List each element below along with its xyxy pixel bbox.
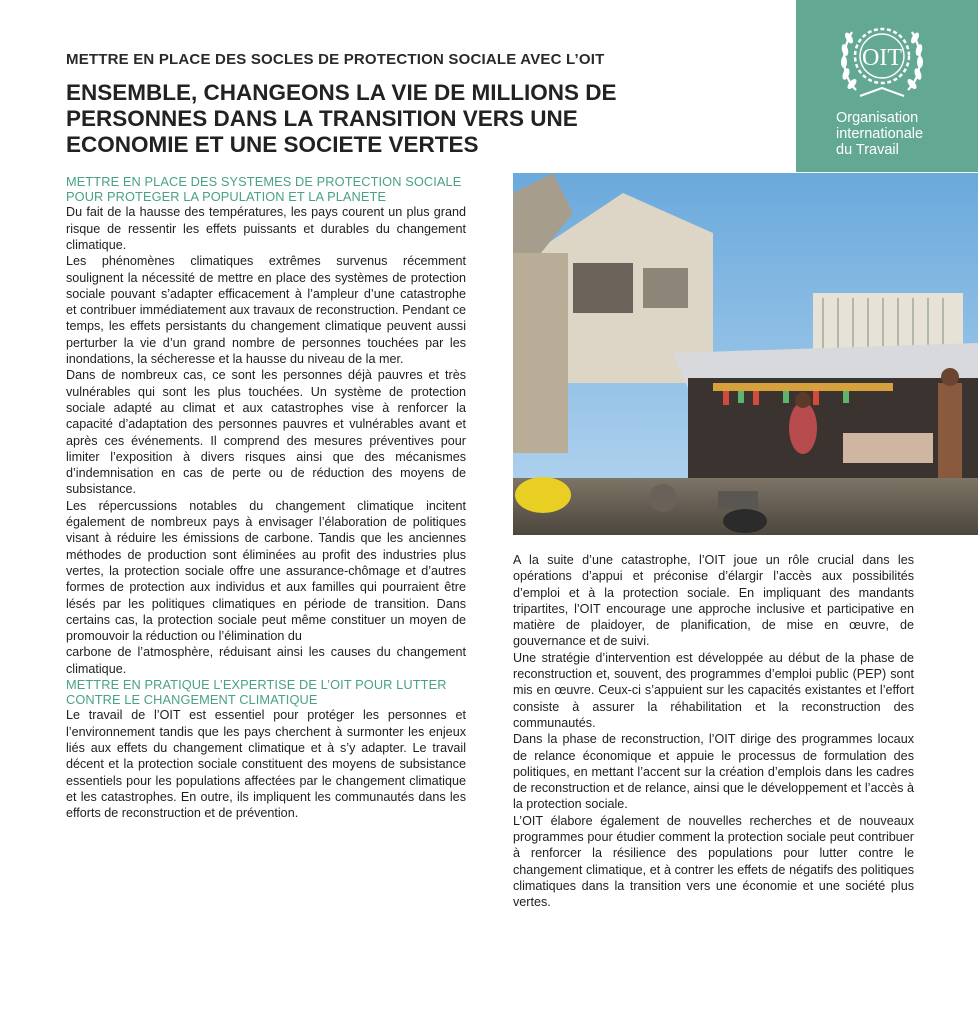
- paragraph: L’OIT élabore également de nouvelles recherches et de nouveaux programmes pour étudier comment la protection sociale peut contribuer à renforcer la résilience des populations pour lutter contre le changement climatique, et à contrer les effets de négatifs des politiques climatiques dans la transition vers une économie et une société plus vertes.: [513, 813, 914, 910]
- section-heading-ilo-expertise: METTRE EN PRATIQUE L’EXPERTISE DE L’OIT POUR LUTTER CONTRE LE CHANGEMENT CLIMATIQUE: [66, 677, 447, 708]
- paragraph: Le travail de l’OIT est essentiel pour protéger les personnes et l’environnement tandis que les pays cherchent à surmonter les enjeux liés aux effets du changement climatique et à s’y adapter. Le travail décent et la protection sociale constituent des moyens de subsistance essentiels pour les populations affectées par le changement climatique et les catastrophes. En outre, ils impliquent les communautés dans les efforts de reconstruction et de prévention.: [66, 708, 466, 821]
- left-column: [66, 174, 466, 822]
- paragraph: Dans la phase de reconstruction, l’OIT dirige des programmes locaux de relance économique et appuie le processus de formulation des politiques, en mettant l’accent sur la création d’emplois dans les cadres de reconstruction et de relance, ainsi que le développement et l’accès à la protection sociale.: [513, 732, 914, 812]
- ilo-laurel-emblem: [836, 14, 928, 100]
- paragraph: Une stratégie d’intervention est développée au début de la phase de reconstruction et, souvent, des programmes d’emploi public (PEP) sont mis en œuvre. Ceux-ci s’appuient sur les capacités existantes et l’effort consiste à assurer la réhabilitation et la reconstruction des communautés.: [513, 650, 914, 730]
- section-heading-protection-systems: METTRE EN PLACE DES SYSTEMES DE PROTECTION SOCIALE POUR PROTEGER LA POPULATION ET LA PLANETE: [66, 174, 462, 205]
- right-column: [513, 552, 914, 911]
- paragraph: carbone de l’atmosphère, réduisant ainsi les causes du changement climatique.: [66, 645, 466, 676]
- logo-org-name: Organisation internationale du Travail: [836, 110, 924, 158]
- paragraph: A la suite d’une catastrophe, l’OIT joue un rôle crucial dans les opérations d’appui et préconise d’élargir l’accès aux possibilités d’emploi et à la protection sociale. En impliquant des mandants tripartites, l’OIT encourage une approche inclusive et participative en matière de plaidoyer, de planification, de mise en œuvre, de gouvernance et de suivi.: [513, 553, 914, 649]
- paragraph: Les répercussions notables du changement climatique incitent également de nombreux pays à envisager l’élaboration de politiques visant à réduire les émissions de carbone. Tandis que les anciennes méthodes de production sont éliminées au profit des industries plus vertes, la protection sociale offre une assurance-chômage et d’autres formes de protection aux individus et aux familles qui pourraient être lésés par les politiques climatiques en période de transition. Dans certains cas, la protection sociale peut même constituer un moyen de promouvoir la réduction ou l’élimination du: [66, 498, 466, 644]
- logo-acronym: OIT: [862, 45, 902, 71]
- document-title: ENSEMBLE, CHANGEONS LA VIE DE MILLIONS DE PERSONNES DANS LA TRANSITION VERS UNE ECONOMIE ET UNE SOCIETE VERTES: [66, 80, 617, 157]
- ilo-logo-block: [796, 0, 978, 172]
- paragraph: Dans de nombreux cas, ce sont les personnes déjà pauvres et très vulnérables qui sont les plus touchées. Un système de protection sociale adapté au climat et aux catastrophes vise à renforcer la capacité d’adaptation des personnes pauvres et vulnérables avant et après ces événements. Il comprend des mesures préventives pour limiter l’exposition à divers risques ainsi que des mécanismes d’indemnisation en cas de perte ou de réduction des moyens de subsistance.: [66, 368, 466, 497]
- paragraph: Du fait de la hausse des températures, les pays courent un plus grand risque de ressentir les effets puissants et durables du changement climatique.: [66, 205, 466, 252]
- paragraph: Les phénomènes climatiques extrêmes survenus récemment soulignent la nécessité de mettre en place des systèmes de protection sociale pouvant s’adapter efficacement à l’ampleur d’une catastrophe et contribuer immédiatement aux travaux de reconstruction. Pendant ce temps, les effets persistants du changement climatique peuvent aussi perturber la vie d’un grand nombre de personnes touchées par les inondations, la sécheresse et la hausse du niveau de la mer.: [66, 254, 466, 367]
- document-supertitle: METTRE EN PLACE DES SOCLES DE PROTECTION SOCIALE AVEC L’OIT: [66, 51, 605, 68]
- disaster-scene-photo: [513, 173, 978, 535]
